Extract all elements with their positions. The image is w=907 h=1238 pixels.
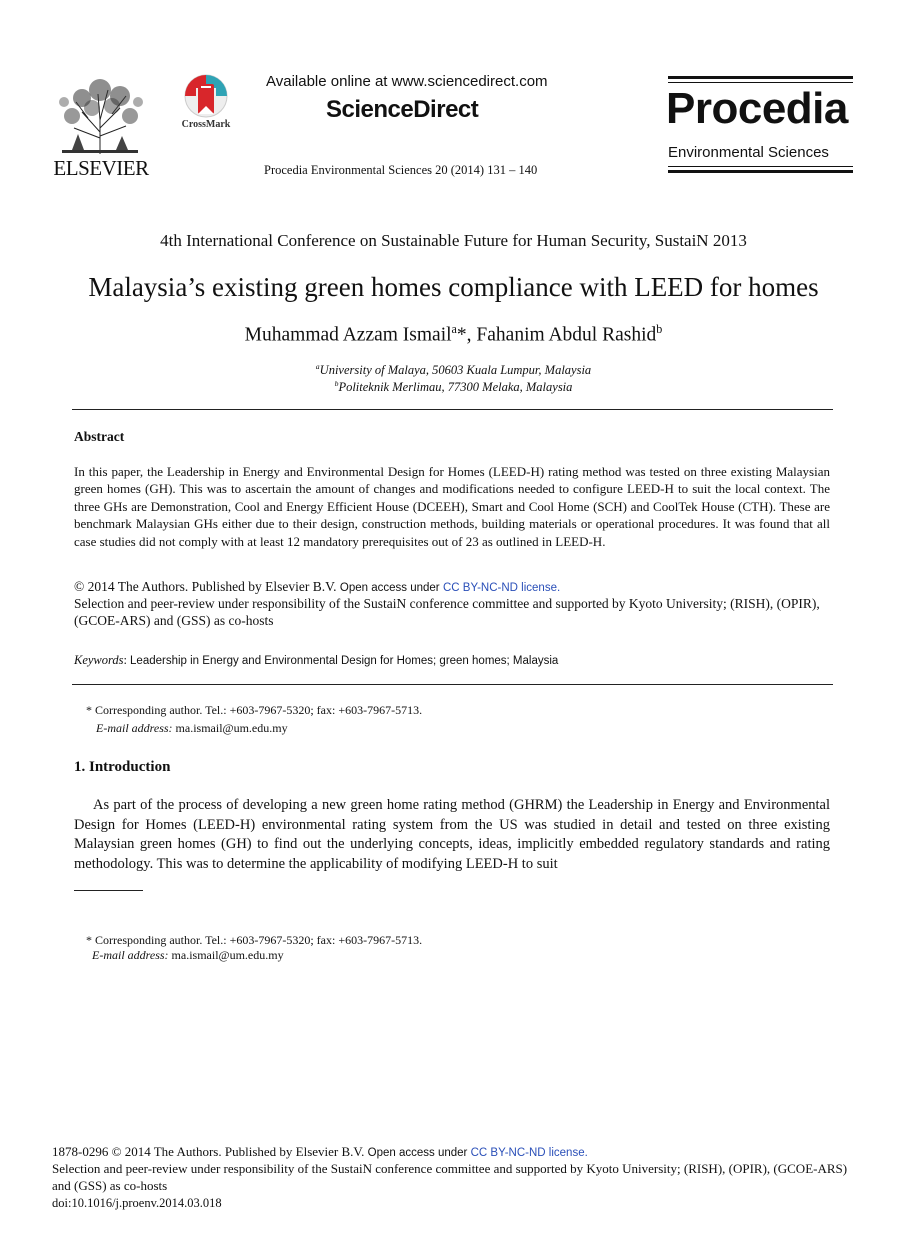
affiliation-1 — [0, 362, 907, 378]
abstract-heading: Abstract — [74, 429, 125, 444]
divider-middle — [72, 684, 833, 685]
footnote-corresponding-author: * Corresponding author. Tel.: +603-7967-5320; fax: +603-7967-5713. — [86, 933, 423, 947]
keywords-label: Keywords — [74, 653, 124, 667]
introduction-body: As part of the process of developing a new green home rating method (GHRM) the Leadership in Energy and Environmental Design for Homes (LEED-H) environmental rating system from the US was studied in detail and tested on three existing Malaysian green homes (GH) to find out the underlying concepts, ideas, implicitly embedded regulatory standards and rating methodology. This was to determine the applicability of modifying LEED-H to suit — [74, 797, 830, 872]
footer-copyright: © 2014 The Authors. Published by Elsevier B.V. — [111, 1144, 365, 1159]
license-link[interactable]: CC BY-NC-ND license. — [443, 582, 561, 594]
author-list — [0, 322, 907, 347]
issn-copyright-line — [52, 1144, 588, 1160]
procedia-bottom-rule-thin — [668, 166, 853, 167]
doi[interactable]: doi:10.1016/j.proenv.2014.03.018 — [52, 1196, 222, 1210]
issn: 1878-0296 — [52, 1144, 109, 1159]
crossmark-label: CrossMark — [181, 119, 231, 130]
affiliation-2-text: Politeknik Merlimau, 77300 Melaka, Malaysia — [338, 380, 573, 395]
conference-name: 4th International Conference on Sustainable Future for Human Security, SustaiN 2013 — [160, 231, 747, 250]
peer-review-notice: Selection and peer-review under responsibility of the SustaiN conference committee and supported by Kyoto University; (RISH), (OPIR), (GCOE-ARS) and (GSS) as co-hosts — [74, 596, 820, 629]
footnote-rule — [74, 890, 143, 891]
author-1-name: Muhammad Azzam Ismail — [244, 324, 452, 346]
procedia-wordmark: Procedia — [666, 84, 848, 133]
affiliation-2-mark: b — [334, 379, 339, 388]
procedia-top-rule — [668, 76, 853, 79]
footnote-email-note — [92, 948, 284, 963]
sciencedirect-wordmark: ScienceDirect — [326, 96, 479, 123]
divider-top — [72, 409, 833, 410]
corresponding-star: * — [456, 324, 467, 346]
author-2-affiliation-mark: b — [656, 322, 663, 336]
affiliation-2 — [0, 379, 907, 395]
footnote-email-label: E-mail address: — [92, 948, 169, 962]
journal-citation: Procedia Environmental Sciences 20 (2014) 131 – 140 — [264, 163, 538, 177]
copyright-text: © 2014 The Authors. Published by Elsevier B.V. — [74, 579, 337, 594]
author-separator: , — [466, 324, 477, 346]
corresponding-author-note: * Corresponding author. Tel.: +603-7967-5320; fax: +603-7967-5713. — [86, 703, 423, 717]
paper-title: Malaysia’s existing green homes compliance with LEED for homes — [88, 272, 819, 302]
email-address[interactable]: ma.ismail@um.edu.my — [175, 721, 288, 735]
author-2-name: Fahanim Abdul Rashid — [476, 324, 657, 346]
procedia-bottom-rule — [668, 170, 853, 173]
available-online-text: Available online at www.sciencedirect.com — [266, 73, 548, 90]
email-label: E-mail address: — [96, 721, 173, 735]
keywords-values: Leadership in Energy and Environmental Design for Homes; green homes; Malaysia — [130, 655, 559, 667]
email-note — [96, 721, 288, 736]
section-heading-introduction: 1. Introduction — [74, 759, 171, 775]
footnote-email-address[interactable]: ma.ismail@um.edu.my — [171, 948, 284, 962]
elsevier-wordmark: ELSEVIER — [53, 156, 149, 180]
footer-peer-review-notice: Selection and peer-review under responsibility of the SustaiN conference committee and supported by Kyoto University; (RISH), (OPIR), (GCOE-ARS) and (GSS) as co-hosts — [52, 1161, 848, 1193]
affiliation-1-mark: a — [315, 362, 320, 371]
open-access-text: Open access under — [339, 582, 440, 594]
keywords — [74, 653, 558, 668]
affiliation-1-text: University of Malaya, 50603 Kuala Lumpur, Malaysia — [319, 363, 592, 378]
procedia-subtitle: Environmental Sciences — [668, 144, 829, 161]
footer-open-access: Open access under — [367, 1147, 468, 1159]
keywords-colon: : — [123, 653, 128, 667]
abstract-body: In this paper, the Leadership in Energy and Environmental Design for Homes (LEED-H) rating method was tested on three existing Malaysian green homes (GH). This was to ascertain the amount of changes and modifications needed to configure LEED-H to suit the local context. The three GHs are Demonstration, Cool and Energy Efficient House (DCEEH), Smart and Cool Home (SCH) and CoolTek House (CTH). These are benchmark Malaysian GHs either due to their design, construction methods, building materials or operational procedures. It was found that all case studies did not comply with at least 12 mandatory prerequisites out of 23 as outlined in LEED-H. — [74, 464, 830, 549]
author-1-affiliation-mark: a — [451, 322, 457, 336]
footer-license-link[interactable]: CC BY-NC-ND license. — [470, 1147, 588, 1159]
procedia-top-rule-thin — [668, 82, 853, 83]
